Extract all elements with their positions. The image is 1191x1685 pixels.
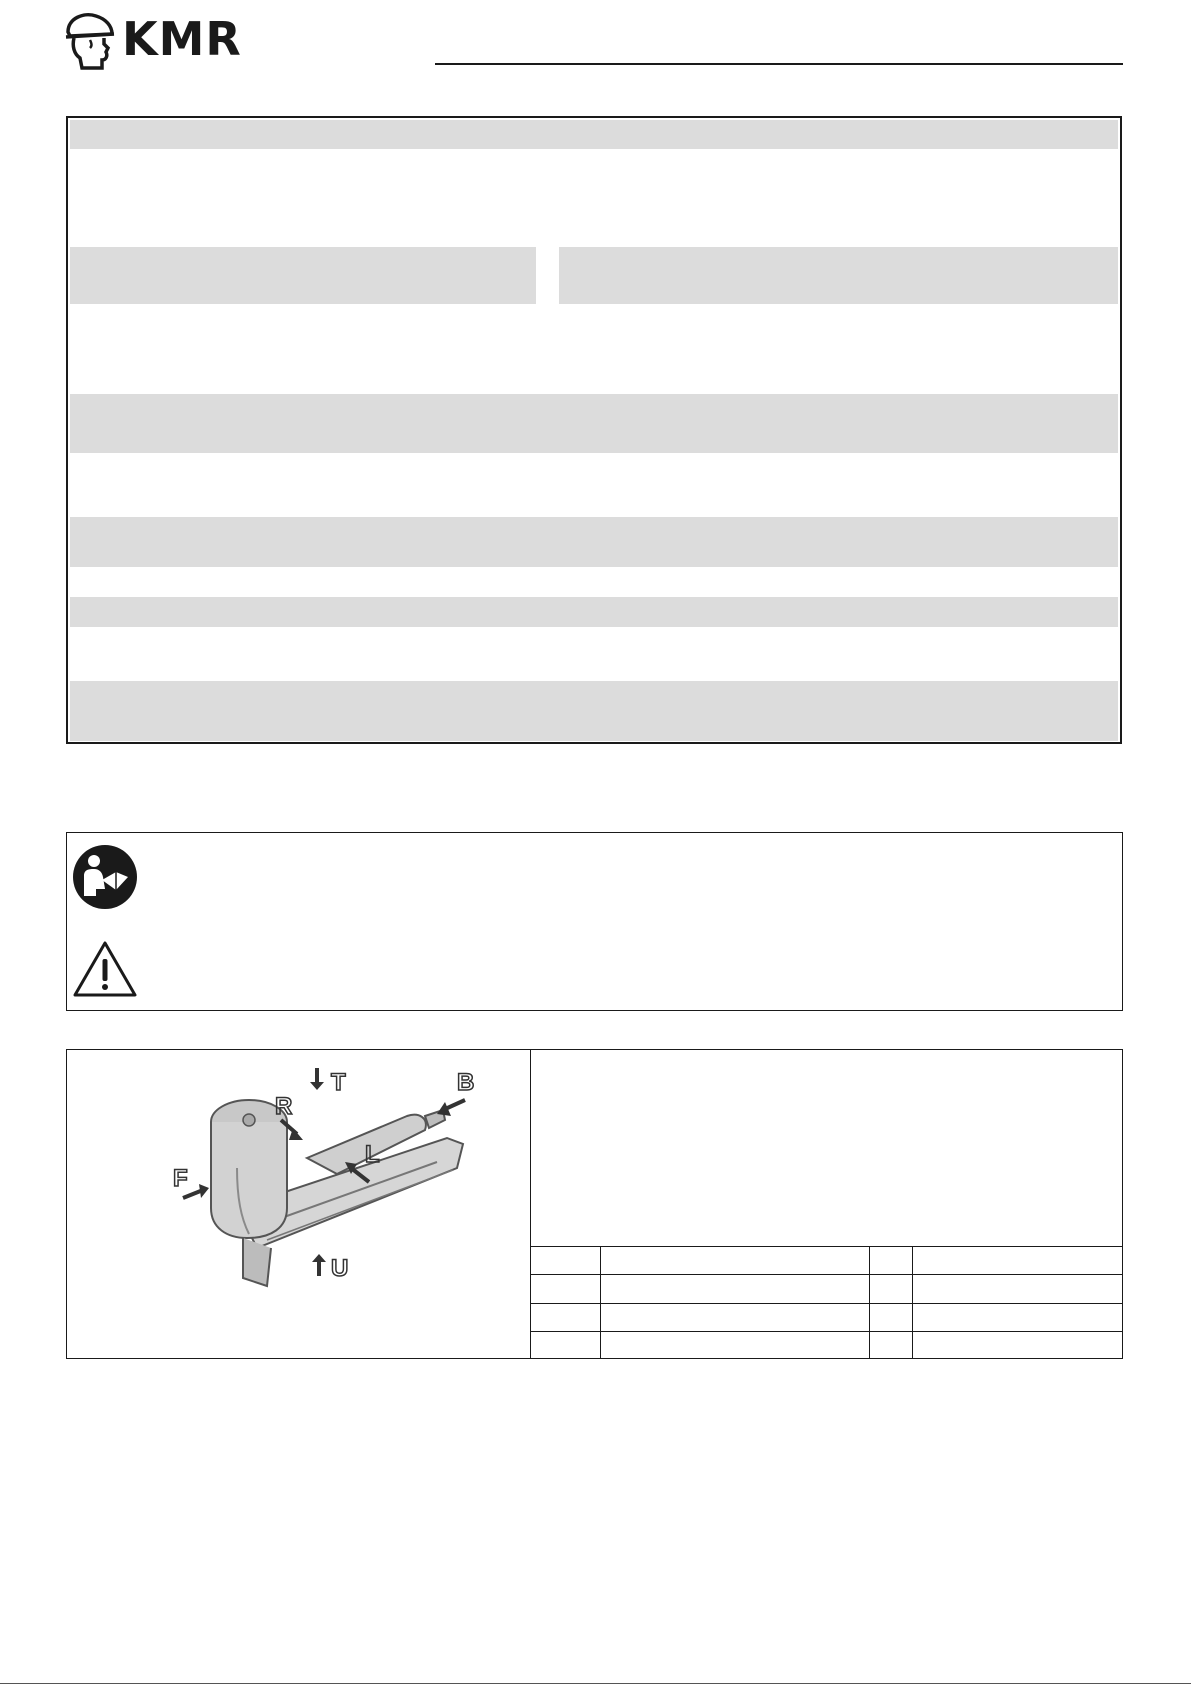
spec-grid bbox=[531, 1246, 1122, 1359]
spec-band-4 bbox=[70, 517, 1118, 567]
direction-label-l: L bbox=[365, 1141, 380, 1168]
grid-cell bbox=[869, 1331, 912, 1359]
grid-cell bbox=[600, 1247, 869, 1275]
safety-box bbox=[66, 832, 1123, 1011]
grid-cell bbox=[869, 1247, 912, 1275]
spec-band-5 bbox=[70, 597, 1118, 627]
spec-band-3 bbox=[70, 394, 1118, 453]
grid-cell bbox=[600, 1275, 869, 1303]
grid-cell bbox=[869, 1303, 912, 1331]
table-row bbox=[531, 1331, 1122, 1359]
arrow-t-icon bbox=[310, 1068, 324, 1090]
direction-label-u: U bbox=[331, 1255, 349, 1282]
grid-cell bbox=[531, 1331, 600, 1359]
direction-label-f: F bbox=[173, 1165, 188, 1192]
arrow-b-icon bbox=[437, 1100, 465, 1116]
grid-cell bbox=[912, 1247, 1122, 1275]
spec-band-6 bbox=[70, 681, 1118, 741]
header-rule bbox=[435, 63, 1123, 65]
spec-band-1 bbox=[70, 120, 1118, 149]
table-row bbox=[531, 1303, 1122, 1331]
grid-cell bbox=[912, 1331, 1122, 1359]
warning-triangle-icon bbox=[72, 940, 138, 998]
spec-frame bbox=[66, 116, 1122, 744]
helmet-head-icon bbox=[62, 10, 118, 70]
arrow-u-icon bbox=[312, 1254, 326, 1276]
kmr-logo bbox=[62, 10, 252, 70]
direction-label-r: R bbox=[275, 1093, 293, 1120]
table-row bbox=[531, 1275, 1122, 1303]
grid-cell bbox=[912, 1275, 1122, 1303]
read-manual-icon bbox=[72, 844, 138, 910]
grid-cell bbox=[531, 1303, 600, 1331]
grid-cell bbox=[531, 1247, 600, 1275]
grid-cell bbox=[531, 1275, 600, 1303]
brand-name: KMR bbox=[122, 12, 242, 66]
nailer-illustration bbox=[167, 1058, 507, 1358]
grid-cell bbox=[869, 1275, 912, 1303]
direction-label-t: T bbox=[331, 1069, 346, 1096]
spec-band-2-left bbox=[70, 247, 536, 304]
grid-cell bbox=[600, 1303, 869, 1331]
page-bottom-rule bbox=[0, 1683, 1191, 1684]
grid-cell bbox=[600, 1331, 869, 1359]
table-row bbox=[531, 1247, 1122, 1275]
direction-label-b: B bbox=[457, 1069, 475, 1096]
tool-box bbox=[66, 1049, 1123, 1359]
spec-band-2-right bbox=[559, 247, 1118, 304]
grid-cell bbox=[912, 1303, 1122, 1331]
